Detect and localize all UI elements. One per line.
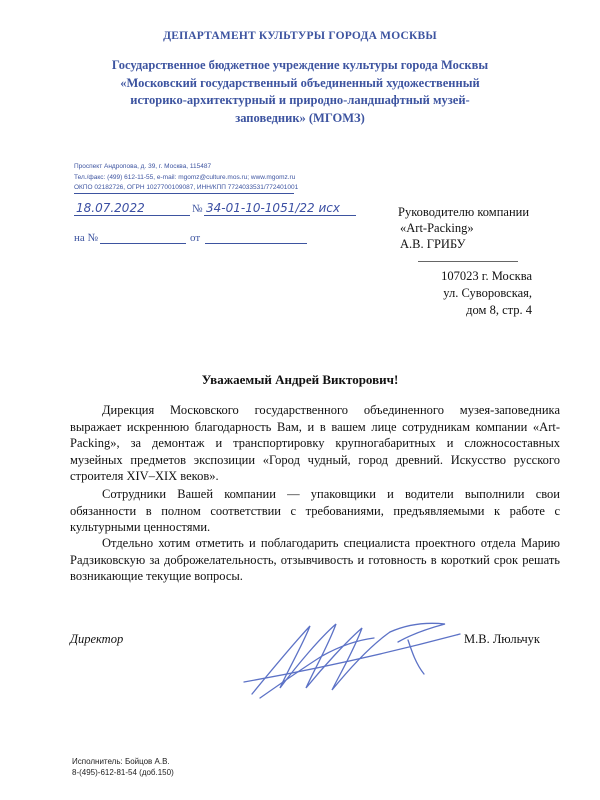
signatory-title: Директор [70,632,124,646]
reply-date-label: от [190,232,201,244]
address-city: 107023 г. Москва [441,269,532,283]
executor-name: Исполнитель: Бойцов А.В. [72,757,170,766]
contact-phone-email: Тел./факс: (499) 612-11-55, e-mail: mgomz@culture.mos.ru; www.mgomz.ru [74,174,296,181]
signatory-name: М.В. Люльчук [464,632,540,646]
contact-address: Проспект Андропова, д. 39, г. Москва, 115487 [74,163,212,170]
handwritten-number: 34-01-10-1051/22 исх [206,201,340,215]
addressee-position: Руководителю компании [398,205,530,219]
addressee-name: А.В. ГРИБУ [400,237,466,251]
number-underline [204,215,356,216]
reply-to-underline [100,243,186,244]
handwritten-signature [240,612,480,702]
addressee-company: «Art-Packing» [400,221,474,235]
contact-registration: ОКПО 02182726, ОГРН 1027700109087, ИНН/КПП 7724033531/772401001 [74,184,299,191]
body-paragraph-1: Дирекция Московского государственного объединенного музея-заповедника выражает искреннюю благодарность Вам, и в вашем лице сотрудникам компании «Art-Packing», за демонтаж и транспортировку крупногабаритных и сложносоставных музейных предметов экспозиции «Город чудный, город древний. Искусство русского строителя XIV–XIX веков». [70,403,560,483]
address-street: ул. Суворовская, [443,286,532,300]
number-prefix: № [192,203,203,215]
executor-phone: 8-(495)-612-81-54 (доб.150) [72,768,174,777]
reply-date-underline [205,243,307,244]
address-building: дом 8, стр. 4 [466,303,532,317]
body-paragraph-3: Отдельно хотим отметить и поблагодарить специалиста проектного отдела Марию Радзиковскую за доброжелательность, отзывчивость и готовность в короткий срок решать возникающие текущие вопросы. [70,536,560,583]
addressee-block [398,204,529,252]
addressee-address [400,268,532,319]
letterhead-divider [74,193,294,194]
greeting: Уважаемый Андрей Викторович! [201,372,399,387]
reply-to-label: на № [74,232,99,244]
date-underline [74,215,190,216]
body-paragraph-2: Сотрудники Вашей компании — упаковщики и водители выполнили свои обязанности в полном соответствии с требованиями, предъявляемыми к работе с культурными ценностями. [70,487,560,534]
handwritten-date: 18.07.2022 [76,201,145,215]
address-divider [418,261,518,262]
department-title: ДЕПАРТАМЕНТ КУЛЬТУРЫ ГОРОДА МОСКВЫ [163,30,437,42]
organization-name: Государственное бюджетное учреждение культуры города Москвы «Московский государственный объединенный художественный историко-архитектурный и природно-ландшафтный музей-заповедник» (МГОМЗ) [111,58,489,125]
